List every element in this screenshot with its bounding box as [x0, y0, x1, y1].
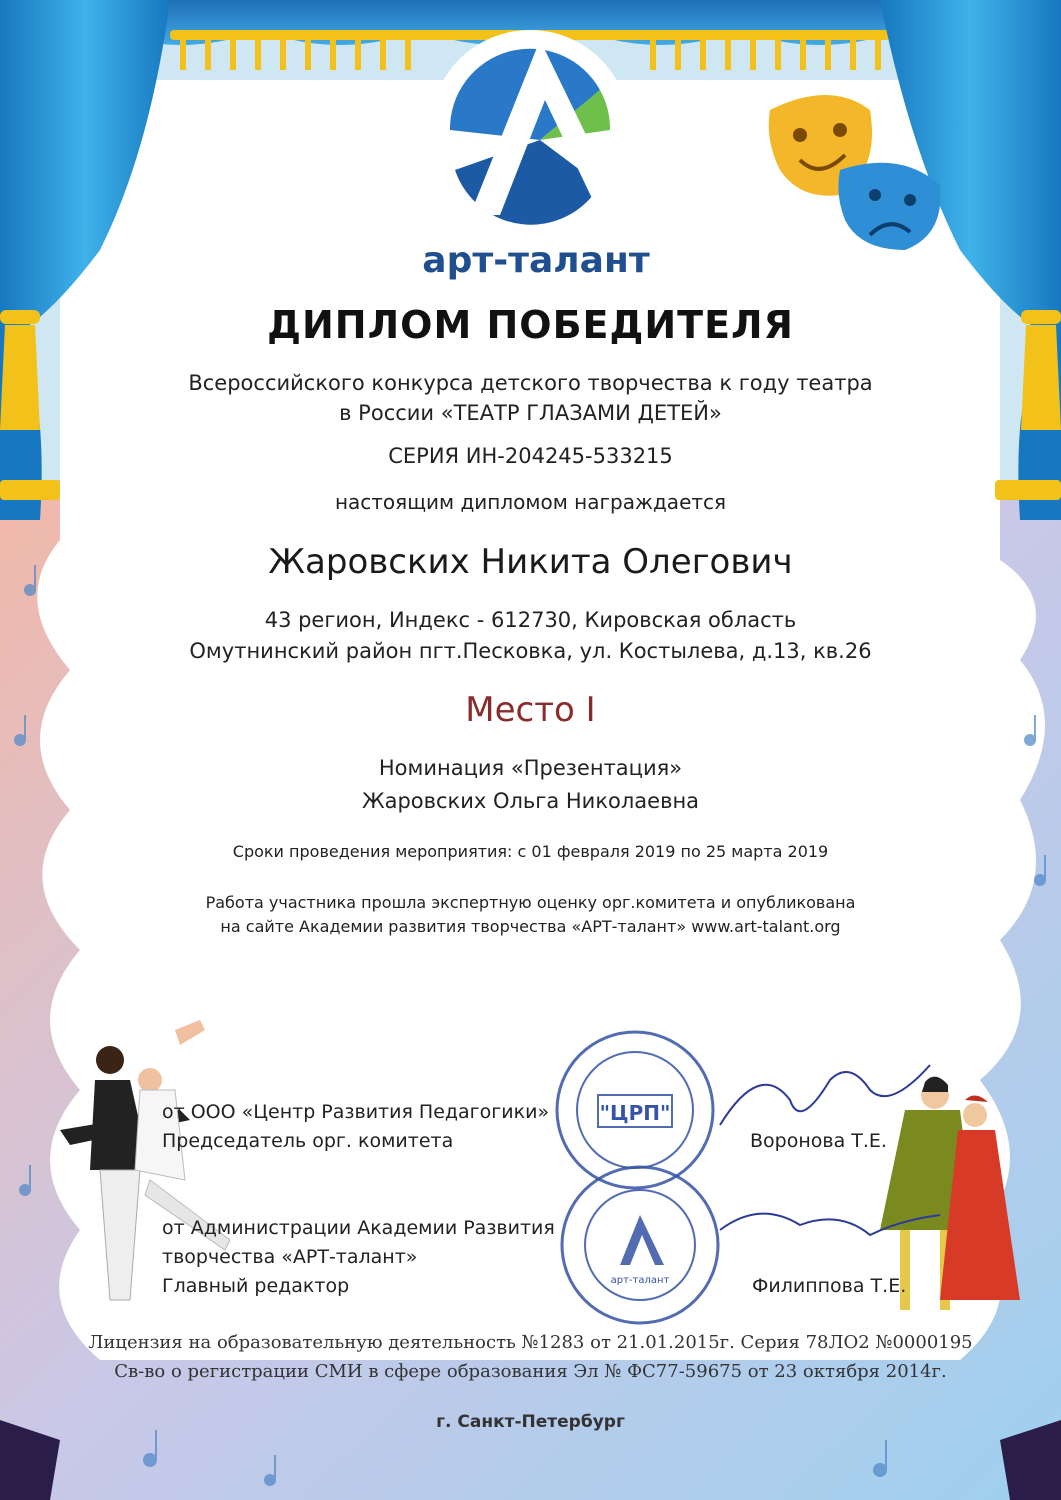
crp-stamp-center-text: "ЦРП"	[599, 1101, 671, 1125]
signer1-name: Воронова Т.Е.	[750, 1130, 887, 1152]
license-text: Лицензия на образовательную деятельность №1283 от 21.01.2015г. Серия 78ЛО2 №0000195	[88, 1332, 973, 1353]
supervisor-name: Жаровских Ольга Николаевна	[361, 789, 700, 813]
art-talant-logo-icon	[430, 30, 630, 230]
nomination-block	[0, 752, 1061, 818]
org1-name: от ООО «Центр Развития Педагогики»	[162, 1101, 550, 1123]
recipient-address	[0, 605, 1061, 667]
contest-subtitle-line2: в России «ТЕАТР ГЛАЗАМИ ДЕТЕЙ»	[339, 401, 722, 425]
org2-subname: творчества «АРТ-талант»	[162, 1246, 418, 1268]
diploma-title: ДИПЛОМ ПОБЕДИТЕЛЯ	[267, 303, 794, 347]
org2-role: Главный редактор	[162, 1275, 350, 1297]
event-dates: Сроки проведения мероприятия: с 01 февраля 2019 по 25 марта 2019	[232, 842, 829, 861]
address-line2: Омутнинский район пгт.Песковка, ул. Костылева, д.13, кв.26	[189, 639, 872, 663]
contest-subtitle	[0, 368, 1061, 428]
brand-logo-text: арт-талант	[422, 240, 650, 281]
contest-subtitle-line1: Всероссийского конкурса детского творчества к году театра	[188, 371, 873, 395]
signer2-name: Филиппова Т.Е.	[752, 1275, 907, 1297]
org1-role: Председатель орг. комитета	[162, 1130, 454, 1152]
city-text: г. Санкт-Петербург	[436, 1412, 625, 1432]
signature-block-org1	[162, 1098, 549, 1156]
recipient-name: Жаровских Никита Олегович	[268, 542, 793, 582]
address-line1: 43 регион, Индекс - 612730, Кировская область	[264, 608, 797, 632]
review-line1: Работа участника прошла экспертную оценку орг.комитета и опубликована	[205, 893, 856, 912]
review-line2: на сайте Академии развития творчества «АРТ-талант» www.art-talant.org	[220, 917, 841, 936]
registration-text: Св-во о регистрации СМИ в сфере образования Эл № ФС77-59675 от 23 октября 2014г.	[114, 1361, 947, 1382]
review-note	[0, 891, 1061, 939]
signature-block-org2	[162, 1214, 555, 1301]
art-talant-stamp-center-text: арт-талант	[610, 1275, 670, 1286]
award-place: Место I	[465, 690, 596, 730]
nomination-title: Номинация «Презентация»	[378, 756, 683, 780]
org2-name: от Администрации Академии Развития	[162, 1217, 555, 1239]
series-number: СЕРИЯ ИН-204245-533215	[388, 444, 673, 468]
awarded-text: настоящим дипломом награждается	[334, 490, 727, 514]
